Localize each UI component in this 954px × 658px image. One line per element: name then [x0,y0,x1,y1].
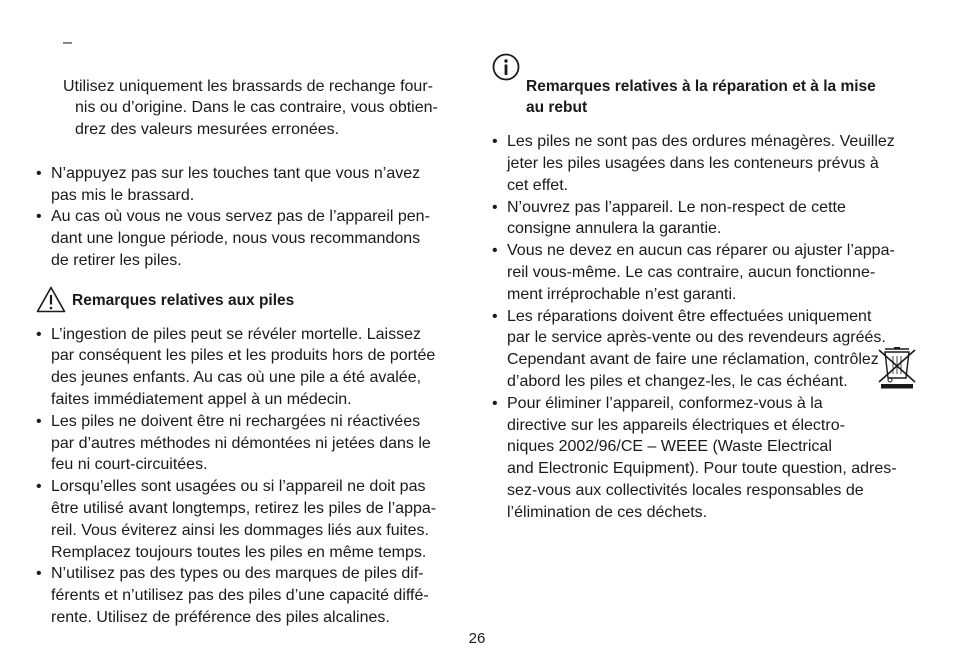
bullet-text: Les piles ne doivent être ni rechargées ni réactivées par d’autres méthodes ni démontées ni jetées dans le feu ni court-circuitées. [51,412,431,474]
bullet-marker: • [492,198,498,216]
dash-item-text: Utilisez uniquement les brassards de rechange four- nis ou d’origine. Dans le cas contraire, vous obtien- drez des valeurs mesurées erronées. [63,77,438,139]
repair-heading [492,32,922,119]
bullet-text: Les réparations doivent être effectuées uniquement par le service après-vente ou des revendeurs agréés. Cependant avant de faire une réclamation, contrôlez d’abord les piles et changez-les, le cas échéant. [507,307,886,390]
bullet-item [492,240,922,305]
bullet-text: Lorsqu’elles sont usagées ou si l’appareil ne doit pas être utilisé avant longtemps, retirez les piles de l’appa- reil. Vous éviterez ainsi les dommages liés aux fuites. Remplacez toujours toutes les piles en même temps. [51,478,437,561]
bullet-marker: • [36,208,42,226]
bullet-list-right [492,131,922,523]
bullet-list-a [36,163,464,272]
info-circle-icon [492,31,520,88]
crossed-bin-icon [875,347,919,389]
bullet-list-b [36,324,464,629]
bullet-marker: • [36,164,42,182]
bullet-text: Les piles ne sont pas des ordures ménagères. Veuillez jeter les piles usagées dans les conteneurs prévus à cet effet. [507,133,895,194]
bullet-item [492,131,922,196]
battery-heading [36,290,464,312]
bullet-item [492,306,922,393]
left-column [36,32,464,629]
bullet-marker: • [36,565,42,583]
bullet-item [36,163,464,207]
bullet-marker: • [492,242,498,260]
bullet-marker: • [36,478,42,496]
battery-heading-text: Remarques relatives aux piles [72,291,295,309]
bullet-text: N’appuyez pas sur les touches tant que vous n’avez pas mis le brassard. [51,164,421,204]
bullet-text: Pour éliminer l’appareil, conformez-vous à la directive sur les appareils électriques et électro- niques 2002/96/CE – WEEE (Waste Electrical and Electronic Equipment). Pour toute question, adres- sez-vous aux collectivités locales responsables de l’élimination de ces déchets. [507,394,897,521]
bullet-item [36,563,464,628]
bullet-text: Au cas où vous ne vous servez pas de l’appareil pen- dant une longue période, nous vous recommandons de retirer les piles. [51,208,430,269]
bullet-marker: • [36,412,42,430]
dash-marker: – [63,34,72,51]
bullet-item [36,411,464,476]
page-number: 26 [468,630,486,647]
bullet-text: N’ouvrez pas l’appareil. Le non-respect de cette consigne annulera la garantie. [507,198,846,238]
bullet-marker: • [36,325,42,343]
right-column [492,32,922,524]
bullet-text: L’ingestion de piles peut se révéler mortelle. Laissez par conséquent les piles et les produits hors de portée des jeunes enfants. Au cas où une pile a été avalée, faites immédiatement appel à un médecin. [51,325,436,408]
warning-triangle-icon [36,286,66,320]
bullet-text: N’utilisez pas des types ou des marques de piles dif- férents et n’utilisez pas des piles d’une capacité diffé- rente. Utilisez de préférence des piles alcalines. [51,565,429,626]
repair-heading-text: Remarques relatives à la réparation et à la mise au rebut [526,77,876,117]
bullet-item [36,206,464,271]
bullet-item [492,197,922,241]
bullet-marker: • [492,394,498,412]
bullet-item [36,476,464,563]
bullet-item [492,393,922,524]
dash-list-item [36,32,464,163]
bullet-marker: • [492,133,498,151]
bullet-item [36,324,464,411]
bullet-text: Vous ne devez en aucun cas réparer ou ajuster l’appa- reil vous-même. Le cas contraire, aucun fonctionne- ment irréprochable n’est garanti. [507,242,895,303]
bullet-marker: • [492,307,498,325]
